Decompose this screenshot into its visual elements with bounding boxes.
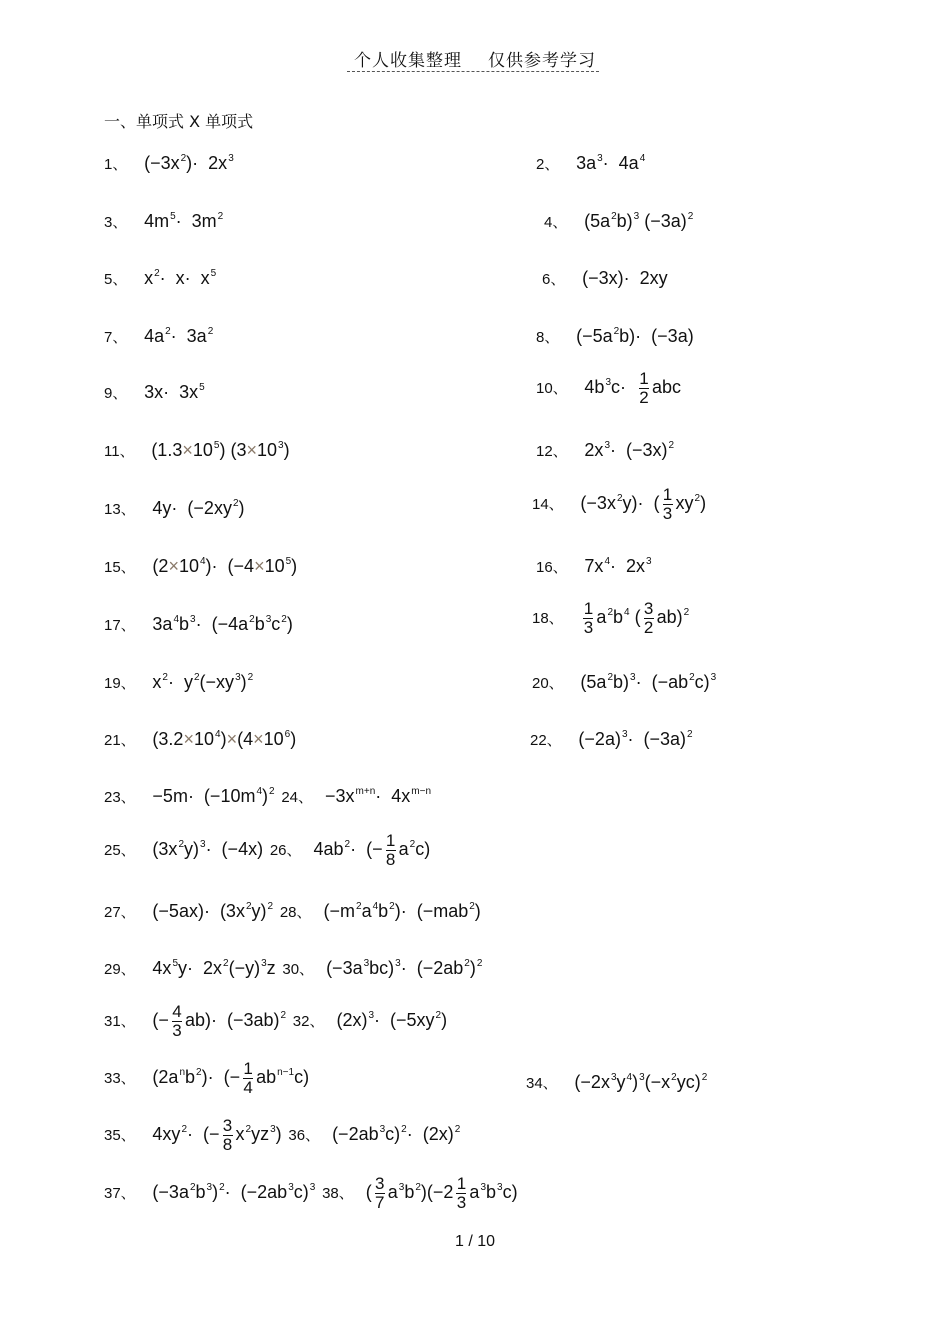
problem-31-32 (104, 1003, 447, 1040)
problem-number: 13、 (104, 501, 136, 518)
problem-expression: $4a^2\cdot 3a^2$ (144, 326, 214, 346)
problem-expression: $4y\cdot (-2xy^2)$ (152, 498, 245, 518)
problem-33 (104, 1060, 309, 1097)
problem-number: 36、 (288, 1127, 321, 1145)
problem-4 (544, 211, 693, 232)
problem-13 (104, 498, 245, 519)
problem-number: 23、 (104, 789, 136, 806)
problem-22 (530, 729, 693, 750)
problem-expression: $4x^5y\cdot 2x^2(-y)^3z$ (152, 958, 276, 978)
problem-expression: $4m^5\cdot 3m^2$ (144, 211, 224, 231)
problem-16 (536, 556, 652, 577)
problem-15 (104, 556, 297, 577)
problem-expression: $(2x)^3\cdot (-5xy^2)$ (336, 1010, 448, 1031)
problem-number: 12、 (536, 443, 568, 460)
problem-8 (536, 326, 694, 347)
problem-number: 8、 (536, 329, 560, 346)
problem-expression: ( $\frac{3}{7}$ $a^3b^2)(-2$ $\frac{1}{3}$ $a^3b^3c$) (365, 1174, 518, 1212)
problem-2 (536, 153, 645, 174)
section-title: 一、单项式 X 单项式 (104, 112, 254, 131)
problem-expression: $-5m\cdot (-10m^4)^2$ (152, 786, 275, 806)
problem-number: 20、 (532, 675, 564, 692)
problem-number: 26、 (269, 842, 302, 860)
problem-expression: $\frac{1}{3}$ $a^2b^4$ ( $\frac{3}{2}$ ab)$^2$ (583, 599, 690, 637)
problem-37-38 (104, 1175, 518, 1212)
problem-expression: $(5a^2b)^3\cdot (-ab^2c)^3$ (580, 672, 717, 692)
problem-10 (536, 370, 681, 407)
problem-expression: $x^2\cdot x\cdot x^5$ (144, 268, 217, 288)
problem-expression: $(3x^2y)^3\cdot (-4x)$ (152, 839, 264, 860)
problem-expression: $(-3a^3bc)^3\cdot (-2ab^2)^2$ (326, 958, 483, 978)
problem-number: 33、 (104, 1070, 136, 1088)
problem-expression: $(5a^2b)^3$ $(-3a)^2$ (584, 211, 694, 231)
problem-3 (104, 211, 223, 232)
problem-number: 27、 (104, 904, 136, 921)
problem-expression: $(-2a)^3\cdot (-3a)^2$ (578, 729, 693, 749)
problem-number: 16、 (536, 559, 568, 576)
problem-number: 6、 (542, 271, 566, 288)
problem-expression: $(-2ab^3c)^2\cdot (2x)^2$ (332, 1124, 461, 1145)
problem-29-30 (104, 958, 482, 979)
problem-number: 2、 (536, 156, 560, 173)
problem-12 (536, 440, 674, 461)
problem-expression: $-3x^{m+n}\cdot 4x^{m-n}$ (325, 786, 432, 806)
problem-expression: $(-3x^2)\cdot 2x^3$ (144, 153, 234, 173)
problem-expression: $(-m^2a^4b^2)\cdot (-mab^2)$ (323, 901, 481, 921)
problem-number: 37、 (104, 1185, 136, 1203)
problem-17 (104, 614, 293, 635)
page-header (0, 46, 950, 71)
problem-number: 5、 (104, 271, 128, 288)
header-divider (347, 71, 599, 72)
problem-number: 4、 (544, 214, 568, 231)
problem-number: 29、 (104, 961, 136, 978)
problem-number: 10、 (536, 380, 568, 398)
problem-expression: $4xy^2\cdot$ (− $\frac{3}{8}$ $x^2yz^3$) (152, 1116, 282, 1154)
problem-27-28 (104, 901, 481, 922)
problem-number: 35、 (104, 1127, 136, 1145)
problem-expression: $4ab^2\cdot$ (− $\frac{1}{8}$ $a^2c$) (313, 831, 431, 869)
problem-expression: $(-5ax)\cdot (3x^2y)^2$ (152, 901, 274, 921)
problem-expression: $7x^4\cdot 2x^3$ (584, 556, 652, 576)
problem-34 (526, 1072, 707, 1093)
problem-19 (104, 672, 253, 693)
problem-number: 24、 (281, 789, 314, 806)
problem-expression: $4b^3c\cdot$ $\frac{1}{2}$ abc (584, 369, 682, 407)
problem-number: 30、 (282, 961, 315, 978)
problem-number: 32、 (292, 1013, 325, 1031)
problem-number: 3、 (104, 214, 128, 231)
problem-number: 28、 (279, 904, 312, 921)
problem-number: 18、 (532, 610, 564, 628)
problem-7 (104, 326, 213, 347)
page-number: 1 / 10 (454, 1233, 496, 1250)
problem-number: 17、 (104, 617, 136, 634)
problem-expression: $(2\times 10^4)\cdot (-4\times 10^5)$ (152, 556, 298, 576)
problem-number: 1、 (104, 156, 128, 173)
problem-number: 11、 (104, 443, 135, 460)
problem-expression: $(2a^nb^2)\cdot$ (− $\frac{1}{4}$ $ab^{n-1}c$) (152, 1059, 310, 1097)
problem-number: 14、 (532, 496, 564, 514)
problem-number: 31、 (104, 1013, 136, 1031)
problem-25-26 (104, 832, 430, 869)
problem-expression: (− $\frac{4}{3}$ $ab)\cdot (-3ab)^2$ (152, 1002, 287, 1040)
header-left: 个人收集整理 (354, 51, 462, 71)
problem-9 (104, 382, 205, 403)
problem-expression: $3a^4b^3\cdot (-4a^2b^3c^2)$ (152, 614, 293, 634)
problem-expression: $(-3a^2b^3)^2\cdot (-2ab^3c)^3$ (152, 1182, 316, 1203)
problem-number: 34、 (526, 1075, 558, 1092)
problem-expression: $3a^3\cdot 4a^4$ (576, 153, 646, 173)
problem-number: 7、 (104, 329, 128, 346)
problem-5 (104, 268, 216, 289)
problem-expression: $(3.2\times 10^4)\times(4\times 10^6)$ (152, 729, 297, 749)
problem-14 (532, 486, 706, 523)
problem-expression: (−3x)· 2xy (582, 268, 668, 288)
problem-6 (542, 268, 668, 289)
problem-expression: $(-5a^2b)\cdot (-3a)$ (576, 326, 694, 346)
problem-23-24 (104, 786, 431, 807)
problem-number: 38、 (322, 1185, 354, 1203)
problem-expression: $(-3x^2y)\cdot$ ( $\frac{1}{3}$ $xy^2$) (580, 485, 707, 523)
problem-11 (104, 440, 290, 461)
problem-20 (532, 672, 716, 693)
problem-number: 22、 (530, 732, 562, 749)
problem-number: 21、 (104, 732, 136, 749)
problem-expression: $x^2\cdot y^2(-xy^3)^2$ (152, 672, 254, 692)
problem-expression: $(1.3\times 10^5)$ $(3\times 10^3)$ (151, 440, 290, 460)
problem-number: 9、 (104, 385, 128, 402)
problem-expression: $2x^3\cdot (-3x)^2$ (584, 440, 675, 460)
header-right: 仅供参考学习 (488, 51, 596, 71)
problem-18 (532, 600, 689, 637)
problem-1 (104, 153, 234, 174)
problem-number: 15、 (104, 559, 136, 576)
problem-expression: $3x\cdot 3x^5$ (144, 382, 205, 402)
problem-21 (104, 729, 296, 750)
problem-expression: $(-2x^3y^4)^3(-x^2yc)^2$ (574, 1072, 708, 1092)
problem-number: 19、 (104, 675, 136, 692)
problem-35-36 (104, 1117, 460, 1154)
problem-number: 25、 (104, 842, 136, 860)
